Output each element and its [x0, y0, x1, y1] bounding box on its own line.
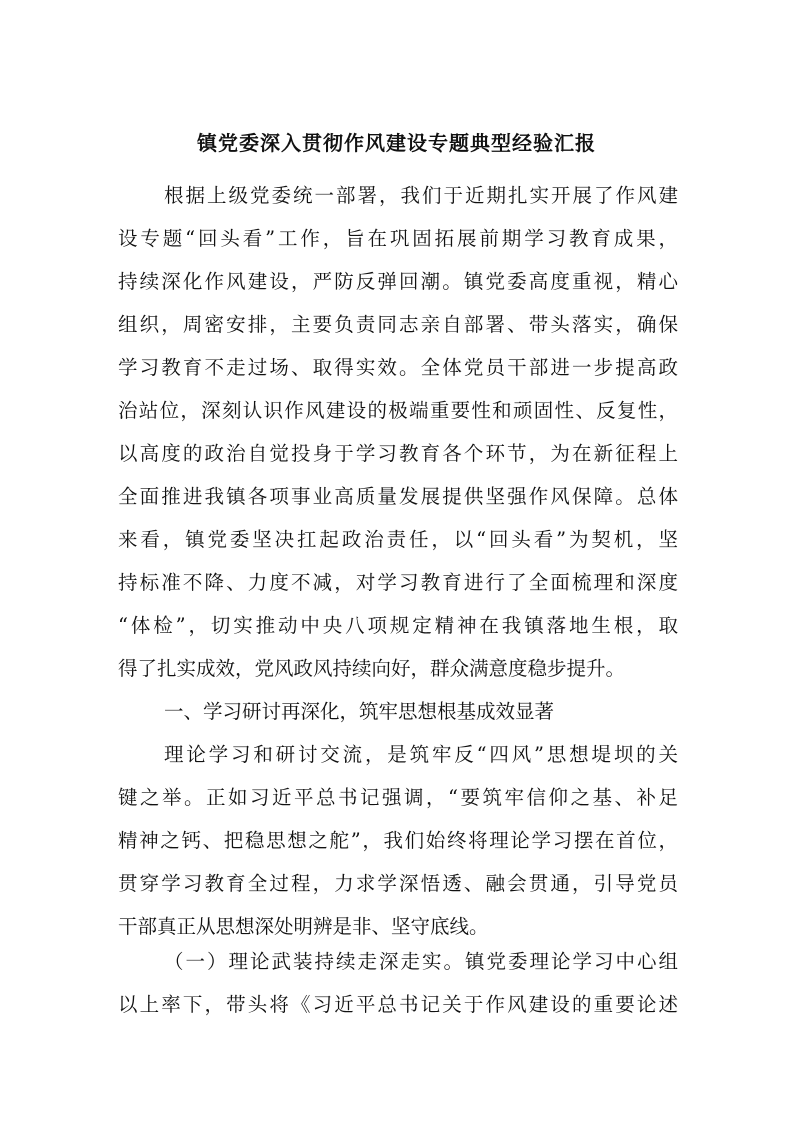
document-title: 镇党委深入贯彻作风建设专题典型经验汇报 — [197, 131, 596, 155]
paragraph-line: 治站位，深刻认识作风建设的极端重要性和顽固性、反复性， — [118, 399, 678, 422]
paragraph-line: 持标准不降、力度不减，对学习教育进行了全面梳理和深度 — [118, 571, 678, 594]
paragraph-line: 键之举。正如习近平总书记强调，“要筑牢信仰之基、补足 — [118, 786, 678, 809]
paragraph-line: 全面推进我镇各项事业高质量发展提供坚强作风保障。总体 — [118, 485, 678, 508]
paragraph-line: 根据上级党委统一部署，我们于近期扎实开展了作风建 — [164, 184, 678, 207]
paragraph-line: 干部真正从思想深处明辨是非、坚守底线。 — [118, 915, 489, 938]
paragraph-line: 组织，周密安排，主要负责同志亲自部署、带头落实，确保 — [118, 313, 678, 336]
paragraph-line: 以上率下，带头将《习近平总书记关于作风建设的重要论述 — [118, 993, 678, 1016]
paragraph-line: 理论学习和研讨交流，是筑牢反“四风”思想堤坝的关 — [164, 743, 678, 766]
paragraph-line: 贯穿学习教育全过程，力求学深悟透、融会贯通，引导党员 — [118, 872, 678, 895]
section-heading-line: 一、学习研讨再深化，筑牢思想根基成效显著 — [164, 700, 555, 723]
paragraph-line: “体检”，切实推动中央八项规定精神在我镇落地生根，取 — [118, 614, 678, 637]
paragraph-line: 设专题“回头看”工作，旨在巩固拓展前期学习教育成果， — [118, 227, 678, 250]
paragraph-line: 来看，镇党委坚决扛起政治责任，以“回头看”为契机，坚 — [118, 528, 678, 551]
paragraph-line: （一）理论武装持续走深走实。镇党委理论学习中心组 — [164, 950, 678, 973]
paragraph-line: 学习教育不走过场、取得实效。全体党员干部进一步提高政 — [118, 356, 678, 379]
paragraph-line: 持续深化作风建设，严防反弹回潮。镇党委高度重视，精心 — [118, 270, 678, 293]
paragraph-line: 得了扎实成效，党风政风持续向好，群众满意度稳步提升。 — [118, 657, 626, 680]
paragraph-line: 精神之钙、把稳思想之舵”，我们始终将理论学习摆在首位， — [118, 829, 678, 852]
paragraph-line: 以高度的政治自觉投身于学习教育各个环节，为在新征程上 — [118, 442, 678, 465]
